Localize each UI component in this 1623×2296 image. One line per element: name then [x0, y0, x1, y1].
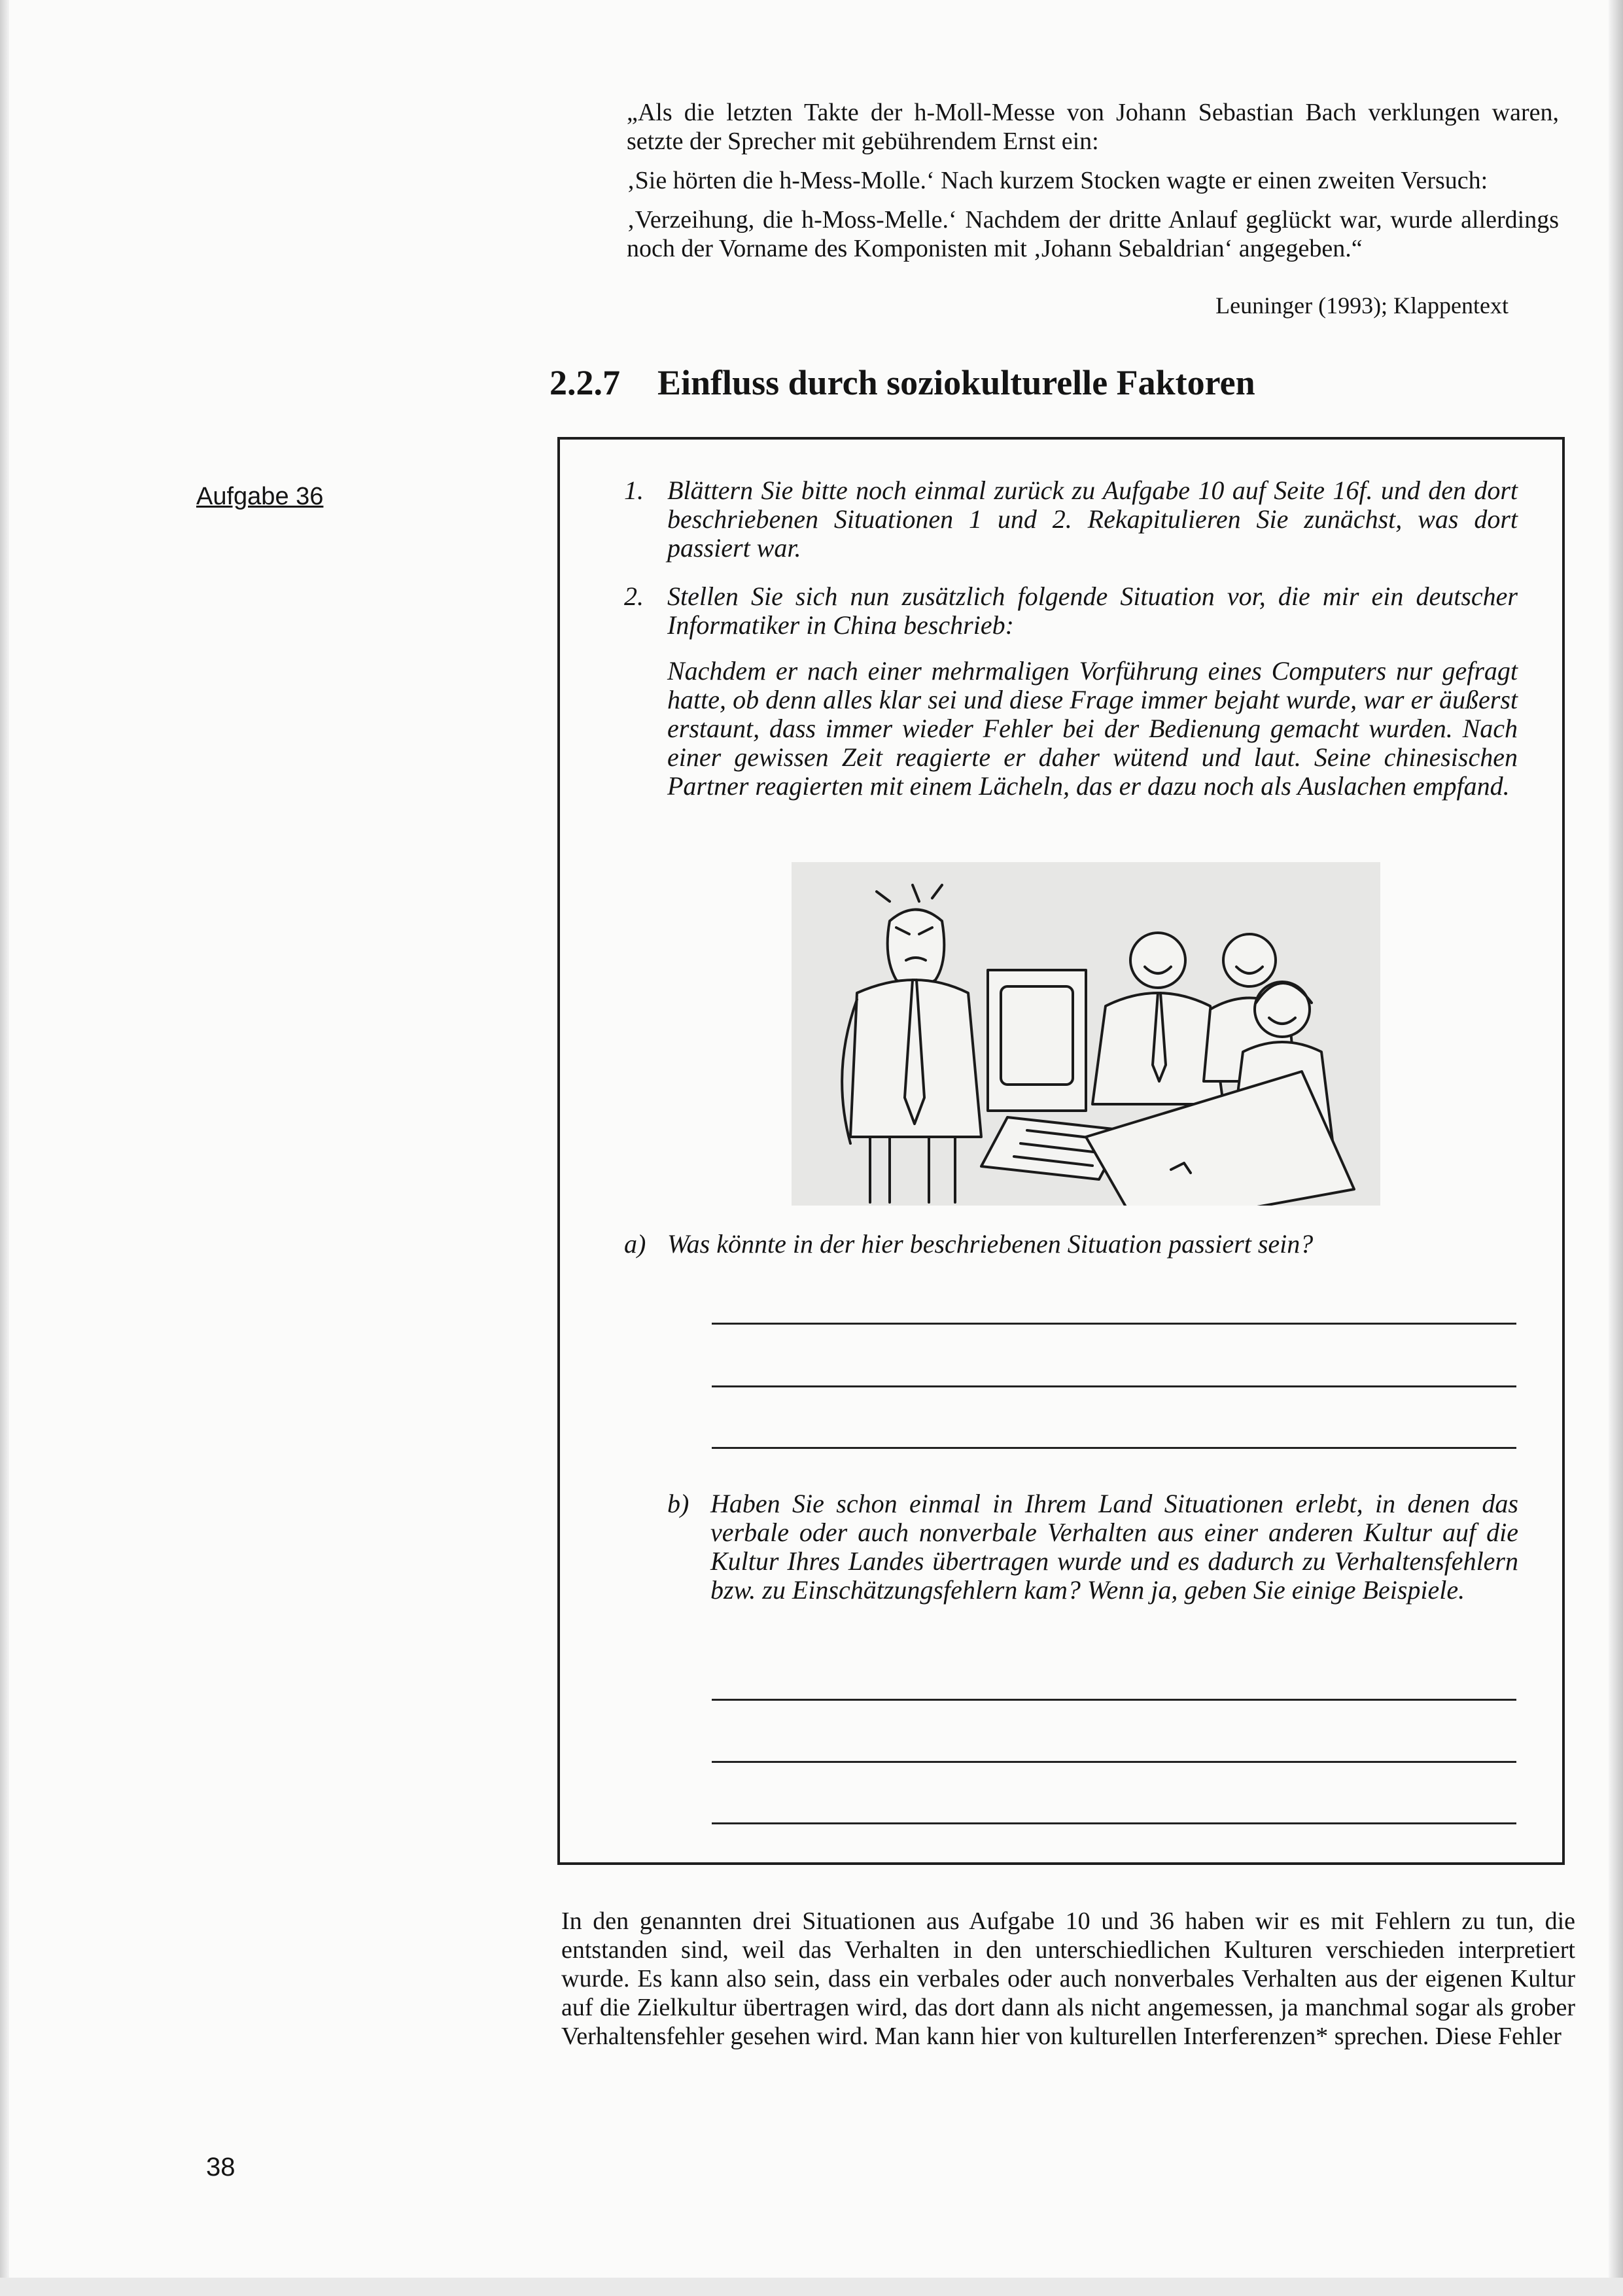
question-b	[667, 1489, 1518, 1605]
task-item-1	[624, 476, 1518, 563]
scan-bottom-band	[0, 2278, 1623, 2296]
task-item-2	[624, 582, 1518, 640]
task-item-1-text: Blättern Sie bitte noch einmal zurück zu Aufgabe 10 auf Seite 16f. und den dort beschriebenen Situationen 1 und 2. Rekapitulieren Sie zunächst, was dort passiert war.	[667, 476, 1518, 563]
question-b-label: b)	[667, 1489, 689, 1518]
answer-line-b3[interactable]	[712, 1822, 1516, 1824]
page-right-edge	[1609, 0, 1623, 2296]
quote-paragraph-1: „Als die letzten Takte der h-Moll-Messe von Johann Sebastian Bach verklungen waren, setzte der Sprecher mit gebührendem Ernst ein:	[627, 99, 1559, 155]
answer-line-a2[interactable]	[712, 1385, 1516, 1387]
section-heading	[550, 362, 1596, 403]
task-item-1-number: 1.	[624, 476, 644, 505]
quote-source: Leuninger (1993); Klappentext	[1215, 292, 1509, 319]
cartoon-drawing	[792, 862, 1380, 1206]
question-b-text: Haben Sie schon einmal in Ihrem Land Situationen erlebt, in denen das verbale oder auch nonverbale Verhalten aus einer anderen Kultur auf die Kultur Ihres Landes übertragen wurde und es dadurch zu Verhaltensfehlern bzw. zu Einschätzungsfehlern kam? Wenn ja, geben Sie einige Beispiele.	[710, 1489, 1518, 1605]
section-number: 2.2.7	[550, 363, 620, 402]
task-scenario: Nachdem er nach einer mehrmaligen Vorführung eines Computers nur gefragt hatte, ob denn alles klar sei und diese Frage immer bejaht wurde, war er äußerst erstaunt, dass immer wieder Fehler bei der Bedienung gemacht wurden. Nach einer gewissen Zeit reagierte er daher wütend und laut. Seine chinesischen Partner reagierten mit einem Lächeln, das er dazu noch als Auslachen empfand.	[667, 656, 1518, 801]
answer-line-b1[interactable]	[712, 1699, 1516, 1701]
page-left-edge	[0, 0, 9, 2296]
quote-paragraph-3: ‚Verzeihung, die h-Moss-Melle.‘ Nachdem der dritte Anlauf geglückt war, wurde allerdings noch der Vorname des Komponisten mit ‚Johann Sebaldrian‘ angegeben.“	[627, 206, 1559, 262]
task-item-2-text: Stellen Sie sich nun zusätzlich folgende Situation vor, die mir ein deutscher Informatiker in China beschrieb:	[667, 582, 1518, 640]
question-a-text: Was könnte in der hier beschriebenen Situation passiert sein?	[667, 1229, 1314, 1259]
question-a	[624, 1229, 1518, 1259]
question-a-label: a)	[624, 1229, 646, 1259]
body-paragraph: In den genannten drei Situationen aus Aufgabe 10 und 36 haben wir es mit Fehlern zu tun, die entstanden sind, weil das Verhalten in den unterschiedlichen Kulturen verschieden interpretiert wurde. Es kann also sein, dass ein verbales oder auch nonverbales Verhalten aus der eigenen Kultur auf die Zielkultur übertragen wird, das dort dann als nicht angemessen, ja manchmal sogar als grober Verhaltensfehler gesehen wird. Man kann hier von kulturellen Interferenzen* sprechen. Diese Fehler	[561, 1907, 1575, 2050]
quote-paragraph-2: ‚Sie hörten die h-Mess-Molle.‘ Nach kurzem Stocken wagte er einen zweiten Versuch:	[627, 167, 1488, 194]
task-margin-label: Aufgabe 36	[196, 483, 324, 510]
quote-block	[627, 98, 1559, 273]
cartoon-illustration	[792, 862, 1380, 1206]
answer-line-b2[interactable]	[712, 1761, 1516, 1763]
section-title: Einfluss durch soziokulturelle Faktoren	[657, 363, 1255, 402]
page-number: 38	[206, 2153, 236, 2182]
task-item-2-number: 2.	[624, 582, 644, 611]
answer-line-a3[interactable]	[712, 1447, 1516, 1449]
answer-line-a1[interactable]	[712, 1323, 1516, 1325]
